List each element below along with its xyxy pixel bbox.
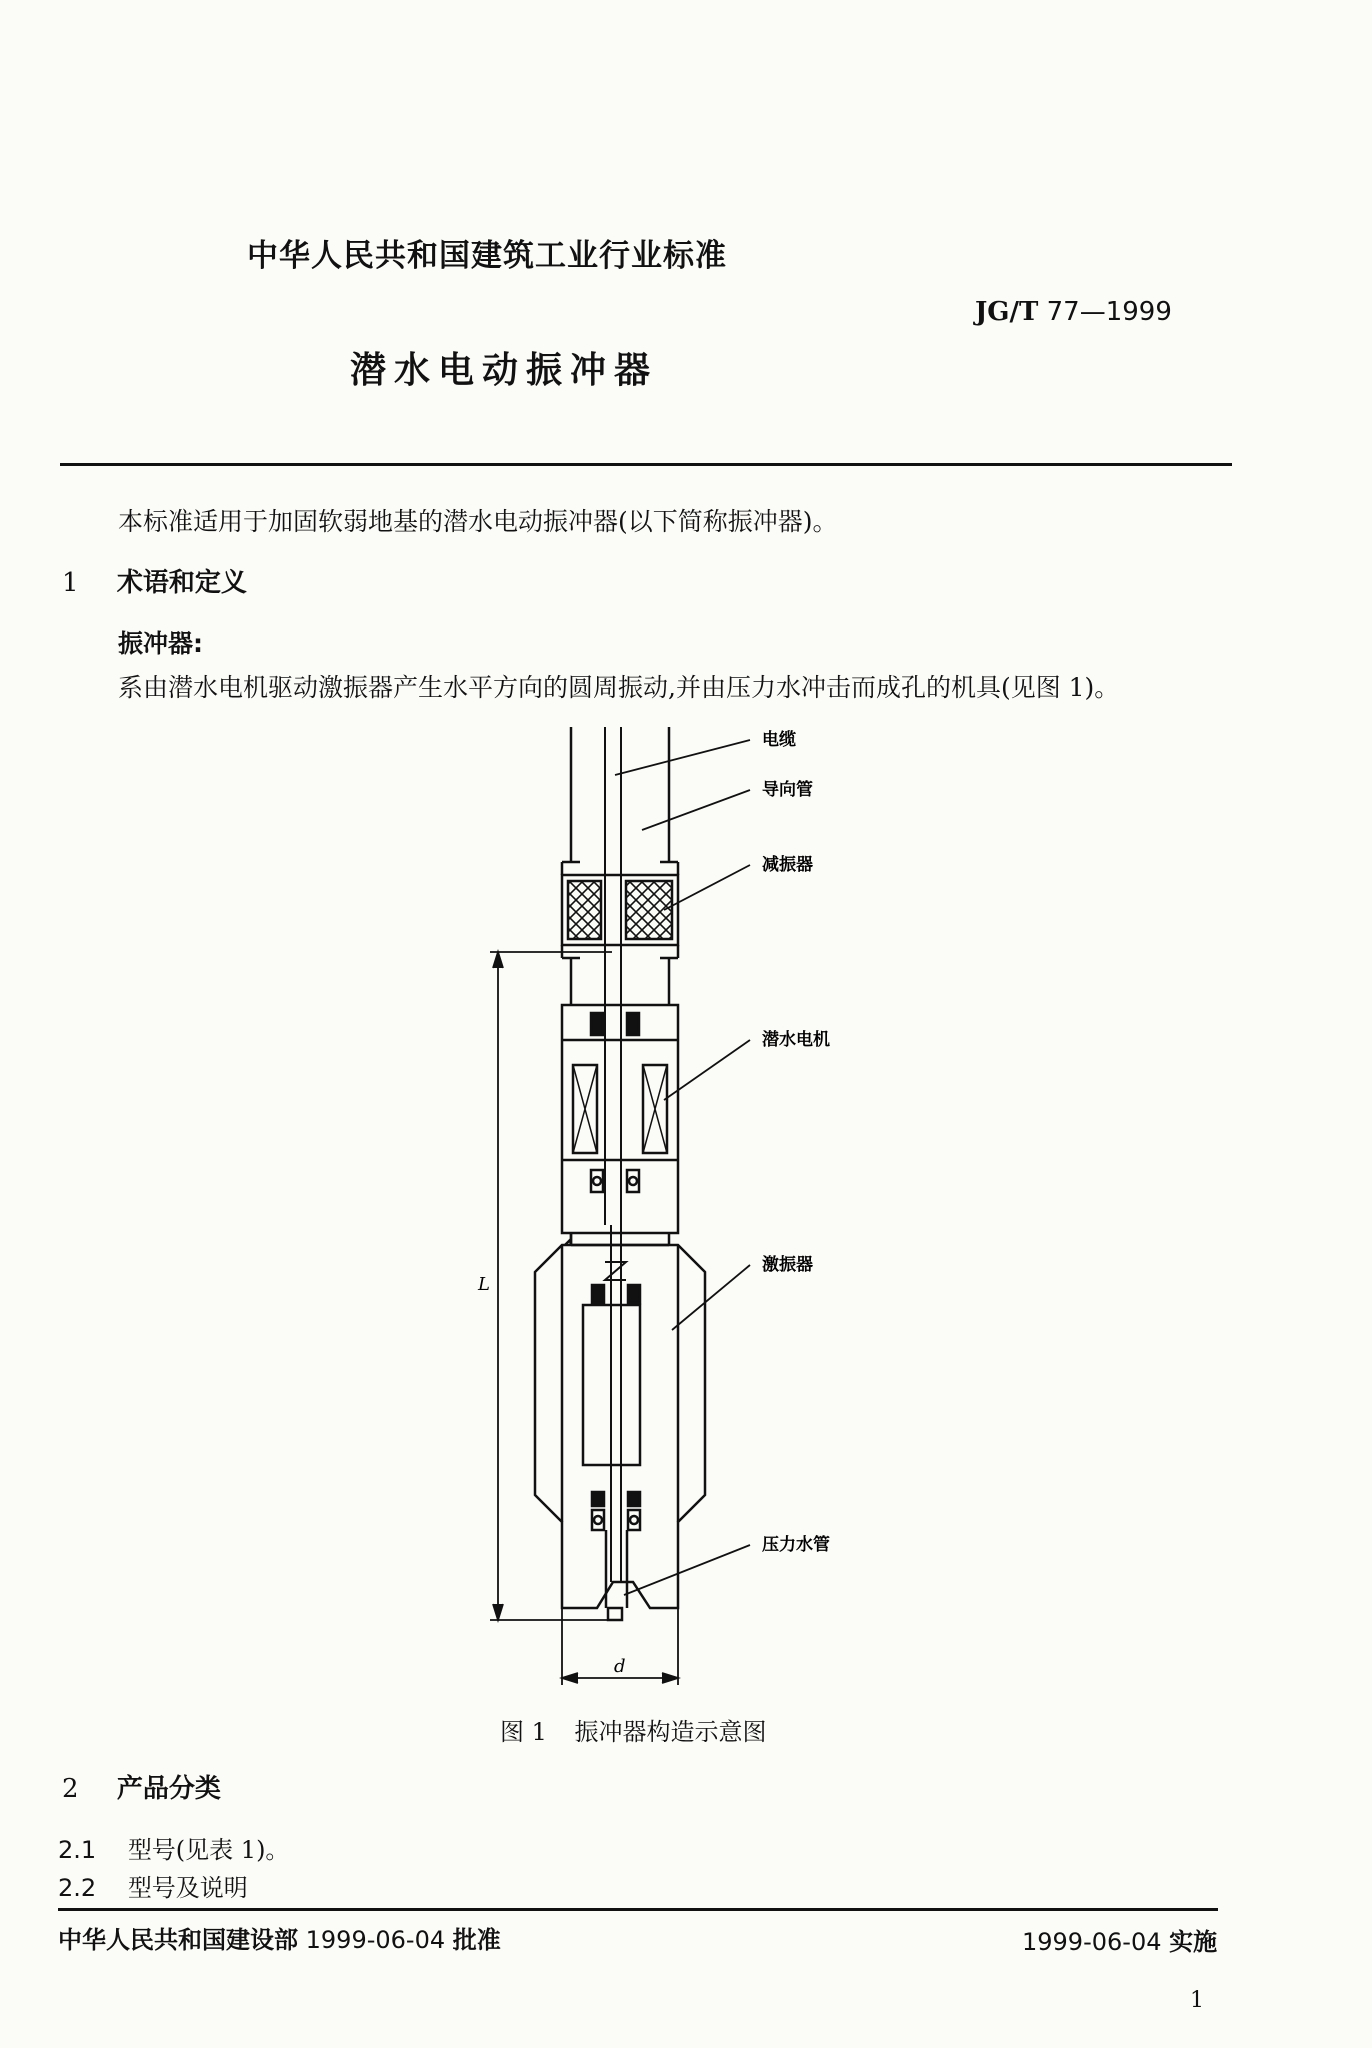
dim-label-L: L [478,1274,490,1295]
approval-line [58,1920,501,1955]
clause-2-1-text: 型号(见表 1)。 [127,1836,290,1864]
label-guide-pipe: 导向管 [762,780,813,800]
term-heading: 振冲器: [118,629,203,658]
approval-word: 批准 [452,1926,501,1954]
label-cable: 电缆 [762,730,796,750]
page-number: 1 [1190,1988,1204,2013]
label-exciter: 激振器 [762,1255,813,1275]
section-2-title: 产品分类 [116,1774,221,1804]
leader-lines [615,740,750,1595]
label-water-pipe: 压力水管 [762,1535,830,1555]
implement-word: 实施 [1169,1928,1218,1956]
approval-date: 1999-06-04 [305,1926,446,1954]
section-2-number: 2 [62,1774,79,1804]
document-title: 潜水电动振冲器 [350,350,659,391]
standard-code-prefix: JG/T [975,297,1039,327]
figure-caption-text: 振冲器构造示意图 [574,1718,767,1746]
dim-label-d: d [614,1656,626,1677]
scope-paragraph: 本标准适用于加固软弱地基的潜水电动振冲器(以下简称振冲器)。 [118,507,838,536]
section-2-heading [62,1768,221,1805]
figure-caption-number: 图 1 [500,1718,547,1746]
standard-category: 中华人民共和国建筑工业行业标准 [247,238,727,274]
implement-date: 1999-06-04 [1022,1928,1162,1956]
cable-shape [605,727,621,1582]
clause-2-2-number: 2.2 [58,1874,97,1902]
footer-rule [58,1908,1218,1911]
standard-code-number: 77—1999 [1046,297,1172,327]
term-definition: 系由潜水电机驱动激振器产生水平方向的圆周振动,并由压力水冲击而成孔的机具(见图 1)。 [118,673,1120,702]
section-1-title: 术语和定义 [116,568,247,598]
clause-2-2 [58,1868,248,1903]
clause-2-1-number: 2.1 [58,1836,97,1864]
figure-caption [500,1712,767,1747]
label-damper: 减振器 [762,855,813,875]
approval-org: 中华人民共和国建设部 [58,1926,298,1954]
implement-line [1022,1922,1217,1957]
clause-2-2-text: 型号及说明 [127,1874,248,1902]
section-1-number: 1 [62,568,79,598]
clause-2-1 [58,1830,289,1865]
label-motor: 潜水电机 [762,1030,830,1050]
